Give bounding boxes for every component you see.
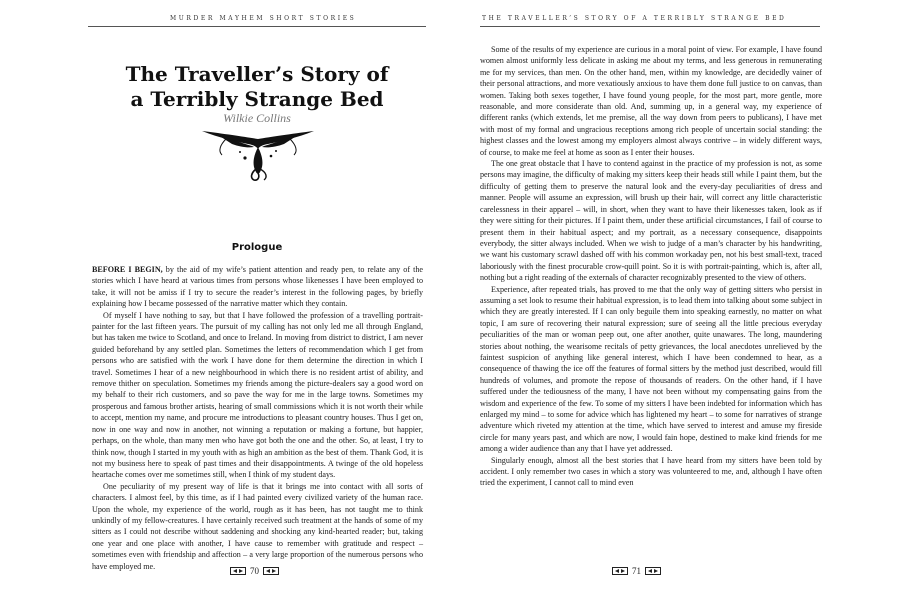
story-title-line-1: The Traveller’s Story of bbox=[125, 62, 389, 86]
paragraph bbox=[92, 264, 423, 310]
section-heading: Prologue bbox=[231, 242, 283, 253]
folio-ornament-icon bbox=[263, 567, 279, 575]
header-rule-right bbox=[480, 26, 820, 27]
body-text-right bbox=[480, 44, 822, 560]
running-head-right: THE TRAVELLER’S STORY OF A TERRIBLY STRANGE BED bbox=[482, 15, 787, 22]
paragraph: Of myself I have nothing to say, but that I have followed the profession of a travelling portrait-painter for the last fifteen years. The pursuit of my calling has not only led me all through England, but has taken me twice to Scotland, and once to Ireland. In moving from district to district, I am never guided beforehand by any settled plan. Sometimes the letters of recommendation which I get from persons who are satisfied with the work I have done for them determine the direction in which I travel. Sometimes I hear of a new neighbourhood in which there is no resident artist of ability, and remove thither on speculation. Sometimes my friends among the picture-dealers say a good word on my behalf to their rich customers, and so pave the way for me in the large towns. Sometimes my prosperous and famous brother artists, hearing of small commissions which it is not worth their while to accept, mention my name, and procure me introductions to pleasant country houses. Thus I get on, now in one way and now in another, not winning a reputation or making a fortune, but happier, perhaps, on the whole, than many men who have got both the one and the other. So, at least, I try to think now, though I started in my youth with as high an ambition as the best of them. Thank God, it is not my business here to speak of past times and their disappointments. A twinge of the old hopeless heartache comes over me sometimes still, when I think of my student days. bbox=[92, 310, 423, 480]
running-head-left: MURDER MAYHEM SHORT STORIES bbox=[170, 15, 357, 22]
folio-ornament-icon bbox=[612, 567, 628, 575]
story-title bbox=[92, 62, 422, 112]
paragraph: One peculiarity of my present way of life is that it brings me into contact with all sorts of characters. I almost feel, by this time, as if I had painted every civilized variety of the human race. Upon the whole, my experience of the world, rough as it has been, has not taught me to think unkindly of my fellow-creatures. I have certainly received such treatment at the hands of some of my sitters as I could not describe without saddening and shocking any kind-hearted reader; but, taking one year and one place with another, I have cause to remember with gratitude and respect – sometimes even with friendship and affection – a very large proportion of the numerous persons who have employed me. bbox=[92, 481, 423, 571]
story-title-line-2: a Terribly Strange Bed bbox=[130, 87, 384, 111]
paragraph: The one great obstacle that I have to contend against in the practice of my profession is not, as some persons may imagine, the difficulty of making my sitters keep their heads still while I paint them, but the difficulty of getting them to preserve the natural look and the every-day peculiarities of dress and manner. People will assume an expression, will brush up their hair, will correct any little characteristic carelessness in their apparel – will, in short, when they want to have their likenesses taken, look as if they were sitting for their pictures. If I paint them, under these artificial circumstances, I fail of course to present them in their habitual aspect; and my portrait, as a necessary consequence, disappoints everybody, the sitter always included. When we wish to judge of a man’s character by his handwriting, we want his customary scrawl dashed off with his common workaday pen, not his best small-text, traced laboriously with the finest procurable crow-quill point. So it is with portrait-painting, which is, after all, nothing but a right reading of the externals of character recognizably presented to the view of others. bbox=[480, 159, 822, 283]
page-number: 71 bbox=[632, 566, 641, 576]
paragraph: Experience, after repeated trials, has proved to me that the only way of getting sitters who persist in assuming a set look to resume their habitual expression, is to lead them into talking about some subject in which they are greatly interested. If I can only beguile them into speaking earnestly, no matter on what topic, I am sure of recovering their natural expression; sure of seeing all the little precious everyday peculiarities of the man or woman peep out, one after another, quite unawares. The long, maundering stories about nothing, the wearisome recitals of petty grievances, the local anecdotes unrelieved by the faintest suspicion of anything like general interest, which I have been condemned to hear, as a consequence of thawing the ice off the features of formal sitters by the method just described, would fill hundreds of volumes, and promote the repose of thousands of readers. On the other hand, if I have suffered under the tediousness of the many, I have not been without my compensating gains from the wisdom and experience of the few. To some of my sitters I have been indebted for information which has enlarged my mind – to some for advice which has lightened my heart – to some for narratives of strange adventure which riveted my attention at the time, which have served to interest and amuse my fireside circle for many years past, and which are now, I would fain hope, destined to make kind friends for me among a wider audience than any that I have yet addressed. bbox=[480, 284, 822, 454]
folio-ornament-icon bbox=[645, 567, 661, 575]
header-rule-left bbox=[88, 26, 426, 27]
paragraph: Singularly enough, almost all the best stories that I have heard from my sitters have been told by accident. I only remember two cases in which a story was volunteered to me, and, although I have often tried the experiment, I cannot call to mind even bbox=[480, 455, 822, 488]
author-name: Wilkie Collins bbox=[223, 111, 291, 125]
ink-flourish-ornament-icon bbox=[196, 125, 320, 185]
paragraph: Some of the results of my experience are curious in a moral point of view. For example, I have found women almost uniformly less delicate in asking me about my terms, and less generous in remunerating me for my services, than men. On the other hand, men, within my knowledge, are decidedly vainer of their personal attractions, and more vexatiously anxious to have them done full justice to on canvas, than women. Taking both sexes together, I have found young people, for the most part, more gentle, more reasonable, and more considerate than old. And, summing up, in a general way, my experience of different ranks (which extends, let me premise, all the way down from peers to publicans), I have met with most of my formal and ungracious receptions among rich people of uncertain social standing: the highest classes and the lowest among my employers almost always contrive – in widely different ways, of course, to make me feel at home as soon as I enter their houses. bbox=[480, 45, 822, 157]
page-number: 70 bbox=[250, 566, 259, 576]
folio-ornament-icon bbox=[230, 567, 246, 575]
lead-in: BEFORE I BEGIN, bbox=[92, 265, 163, 274]
paragraph-text: by the aid of my wife’s patient attention and ready pen, to relate any of the stories which I have heard at various times from persons whose likenesses I have been employed to take, it will not be amiss if I try to secure the reader’s interest in the following pages, by briefly explaining how I became possessed of the narrative matter which they contain. bbox=[92, 265, 423, 309]
page-number-right bbox=[612, 566, 661, 576]
page-number-left bbox=[230, 566, 279, 576]
right-page bbox=[450, 0, 900, 600]
